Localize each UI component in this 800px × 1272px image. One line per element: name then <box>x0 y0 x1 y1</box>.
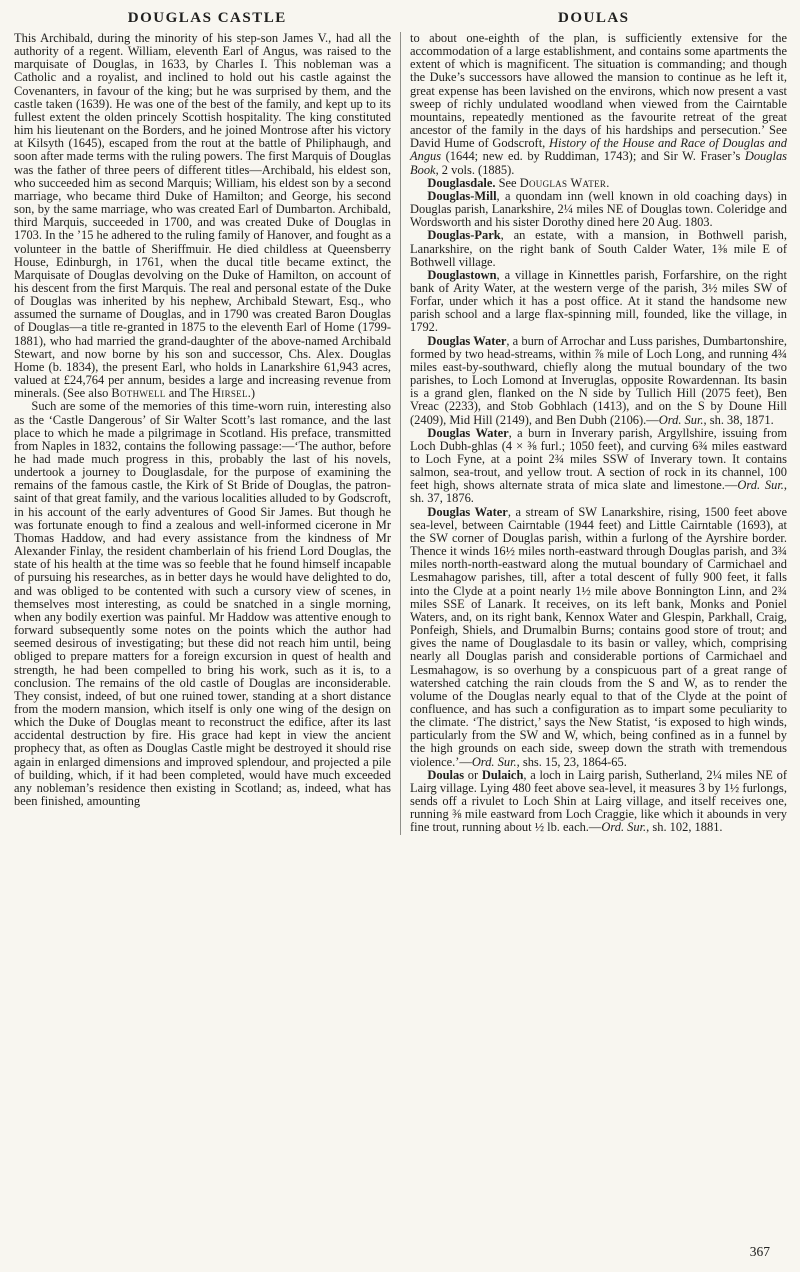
paragraph: Douglas-Park, an estate, with a mansion, in Bothwell parish, Lanarkshire, on the right bank of South Calder Water, 1⅜ mile E of Bothwell village. <box>410 228 787 269</box>
paragraph: Douglas Water, a burn in Inverary parish, Argyllshire, issuing from Loch Dubh-ghlas (4 × ⅜ furl.; 1050 feet), and curving 6¾ miles eastward to Loch Fyne, at a point 2¾ miles SSW of Inverary town. It contains salmon, sea-trout, and yellow trout. A section of rock in its channel, 100 feet high, shows alternate strata of mica slate and limestone.—Ord. Sur., sh. 37, 1876. <box>410 425 787 506</box>
left-running-head: DOUGLAS CASTLE <box>127 10 287 26</box>
paragraph: to about one-eighth of the plan, is sufficiently extensive for the accommodation of a large establishment, and contains some apartments the extent of which is magnificent. The situation is commanding; and though the Duke’s successors have allowed the mansion to continue as he left it, great expense has been lavished on the environs, which now present a vast sweep of richly undulated woodland when viewed from the Cairntable mountains, repeatedly mentioned as the favourite retreat of the great ancestor of the family in the days of his hardships and persecution.’ See David Hume of Godscroft, History of the House and Race of Douglas and Angus (1644; new ed. by Ruddiman, 1743); and Sir W. Fraser’s Douglas Book, 2 vols. (1885). <box>410 31 787 177</box>
text-columns <box>14 32 787 835</box>
left-column <box>14 32 400 835</box>
right-running-head: DOULAS <box>557 10 630 26</box>
paragraph: Douglas Water, a stream of SW Lanarkshire, rising, 1500 feet above sea-level, between Cairntable (1944 feet) and Little Cairntable (1693), at the SW corner of Douglas parish, within a furlong of the Ayrshire border. Thence it winds 16½ miles north-eastward through Douglas parish, and 3¾ miles north-north-eastward along the mutual boundary of Carmichael and Lesmahagow parishes, till, after a total descent of fully 900 feet, it falls into the Clyde at a point nearly 1½ mile above Bonnington Linn, and 2¾ miles SSE of Lanark. It receives, on its left bank, Monks and Poniel Waters, and, on its right bank, Kennox Water and Glespin, Parkhall, Craig, Ponfeigh, Shiels, and Drumalbin Burns; contains good store of trout; and gives the name of Douglasdale to its basin or valley, which, comprising nearly all Douglas parish and considerable portions of Carmichael and Lesmahagow, is so overhung by a conspicuous part of a great range of watershed catching the rain clouds from the S and W, as to render the volume of the Douglas nearly equal to that of the Clyde at the point of confluence, and has such a configuration as to impart some peculiarity to the climate. ‘The district,’ says the New Statist, ‘is exposed to high winds, particularly from the SW and W, which, being confined as in a funnel by the high grounds on each side, sweep down the strath with tremendous violence.’—Ord. Sur., shs. 15, 23, 1864-65. <box>410 504 787 769</box>
paragraph: Such are some of the memories of this time-worn ruin, interesting also as the ‘Castle Dangerous’ of Sir Walter Scott’s last romance, and the last place to which he made a pilgrimage in Scotland. His preface, transmitted from Naples in 1832, contains the following passage:—‘The author, before he had made much progress in this, probably the last of his novels, undertook a journey to Douglasdale, for the purpose of examining the remains of the famous castle, the Kirk of St Bride of Douglas, the patron-saint of that great family, and the various localities alluded to by Godscroft, in his account of the early adventures of Good Sir James. But though he was fortunate enough to find a zealous and well-informed cicerone in Mr Thomas Haddow, and had every assistance from the kindness of Mr Alexander Finlay, the resident chamberlain of his friend Lord Douglas, the state of his health at the time was so feeble that he found himself incapable of pursuing his researches, as in better days he would have delighted to do, and was obliged to be contented with such a cursory view of scenes, in themselves most interesting, as could be snatched in a single morning, when any bodily exertion was painful. Mr Haddow was attentive enough to forward subsequently some notes on the points which the author had seemed desirous of investigating; but these did not reach him until, being obliged to prepare matters for a foreign excursion in quest of health and strength, he had been compelled to bring his work, such as it is, to a conclusion. The remains of the old castle of Douglas are inconsiderable. They consist, indeed, of but one ruined tower, standing at a short distance from the modern mansion, which itself is only one wing of the design on which the Duke of Douglas meant to reconstruct the edifice, after its last accidental destruction by fire. His grace had kept in view the ancient prophecy that, as often as Douglas Castle might be destroyed it should rise again in enlarged dimensions and improved splendour, and projected a pile of building, which, if it had been completed, would have much exceeded any nobleman’s residence then existing in Scotland; as, indeed, what has been finished, amounting <box>14 399 391 809</box>
paragraph: Douglasdale. See Douglas Water. <box>427 175 610 190</box>
paragraph: Douglas Water, a burn of Arrochar and Luss parishes, Dumbartonshire, formed by two head-streams, within ⅞ mile of Loch Long, and running 4¾ miles east-by-southward, chiefly along the mutual boundary of the two parishes, to Loch Lomond at Inveruglas, opposite Rowardennan. Its basin is a grand glen, flanked on the N side by Tullich Hill (2075 feet), Ben Vreac (2233), and Stob Gobhlach (1413), and on the S by Doune Hill (2409), Mid Hill (2149), and Ben Dubh (2106).—Ord. Sur., sh. 38, 1871. <box>410 333 787 427</box>
paragraph: Douglastown, a village in Kinnettles parish, Forfarshire, on the right bank of Arity Water, at the western verge of the parish, 3½ miles SW of Forfar, under which it has a post office. At it stand the handsome new parish school and a large flax-spinning mill, founded, like the village, in 1792. <box>410 267 787 335</box>
right-column <box>401 32 787 835</box>
running-heads <box>14 10 787 27</box>
paragraph: This Archibald, during the minority of his step-son James V., had all the authority of a regent. William, eleventh Earl of Angus, was raised to the marquisate of Douglas, in 1633, by Charles I. This nobleman was a Catholic and a royalist, and inclined to hold out his castle against the Covenanters, in favour of the king; but he was surprised by them, and the castle taken (1639). He was one of the best of the family, and kept up to its fullest extent the olden princely Scottish hospitality. The king constituted him his lieutenant on the Borders, and he joined Montrose after his victory at Kilsyth (1645), escaped from the rout at the battle of Philiphaugh, and soon after made terms with the ruling powers. The first Marquis of Douglas was the father of three peers of different titles—Archibald, his eldest son, who succeeded him as second Marquis; William, his eldest son by a second marriage, who became third Duke of Hamilton; and George, his second son, by the same marriage, who was created Earl of Dumbarton. Archibald, third Marquis, succeeded in 1700, and was created Duke of Douglas in 1703. In the ’15 he adhered to the ruling family of Hanover, and fought as a volunteer in the battle of Sheriffmuir. He died childless at Queensberry House, Edinburgh, in 1761, when the ducal title became extinct, the Marquisate of Douglas devolving on the Duke of Hamilton, on account of his descent from the first Marquis. The real and personal estate of the Duke of Douglas was inherited by his nephew, Archibald Stewart, Esq., who assumed the surname of Douglas, and in 1790 was created Baron Douglas of Douglas—a title re-granted in 1875 to the eleventh Earl of Home (1799-1881), who had married the grand-daughter of the above-named Archibald Stewart, and now borne by his son and successor, Chs. Alex. Douglas Home (b. 1834), the present Earl, who holds in Lanarkshire 61,943 acres, valued at £24,764 per annum, besides a large and increasing revenue from minerals. (See also Bothwell and The Hirsel.) <box>14 31 392 401</box>
paragraph: Douglas-Mill, a quondam inn (well known in old coaching days) in Douglas parish, Lanarkshire, 2¼ miles NE of Douglas town. Coleridge and Wordsworth and his sister Dorothy dined here 20 Aug. 1803. <box>410 188 787 230</box>
page-number: 367 <box>744 1244 770 1260</box>
paragraph: Doulas or Dulaich, a loch in Lairg parish, Sutherland, 2¼ miles NE of Lairg village. Lying 480 feet above sea-level, it measures 3 by 1½ furlongs, sends off a rivulet to Loch Shin at Lairg village, and itself receives one, running ⅜ mile eastward from Loch Craggie, like which it abounds in very fine trout, running about ½ lb. each.—Ord. Sur., sh. 102, 1881. <box>410 767 787 835</box>
